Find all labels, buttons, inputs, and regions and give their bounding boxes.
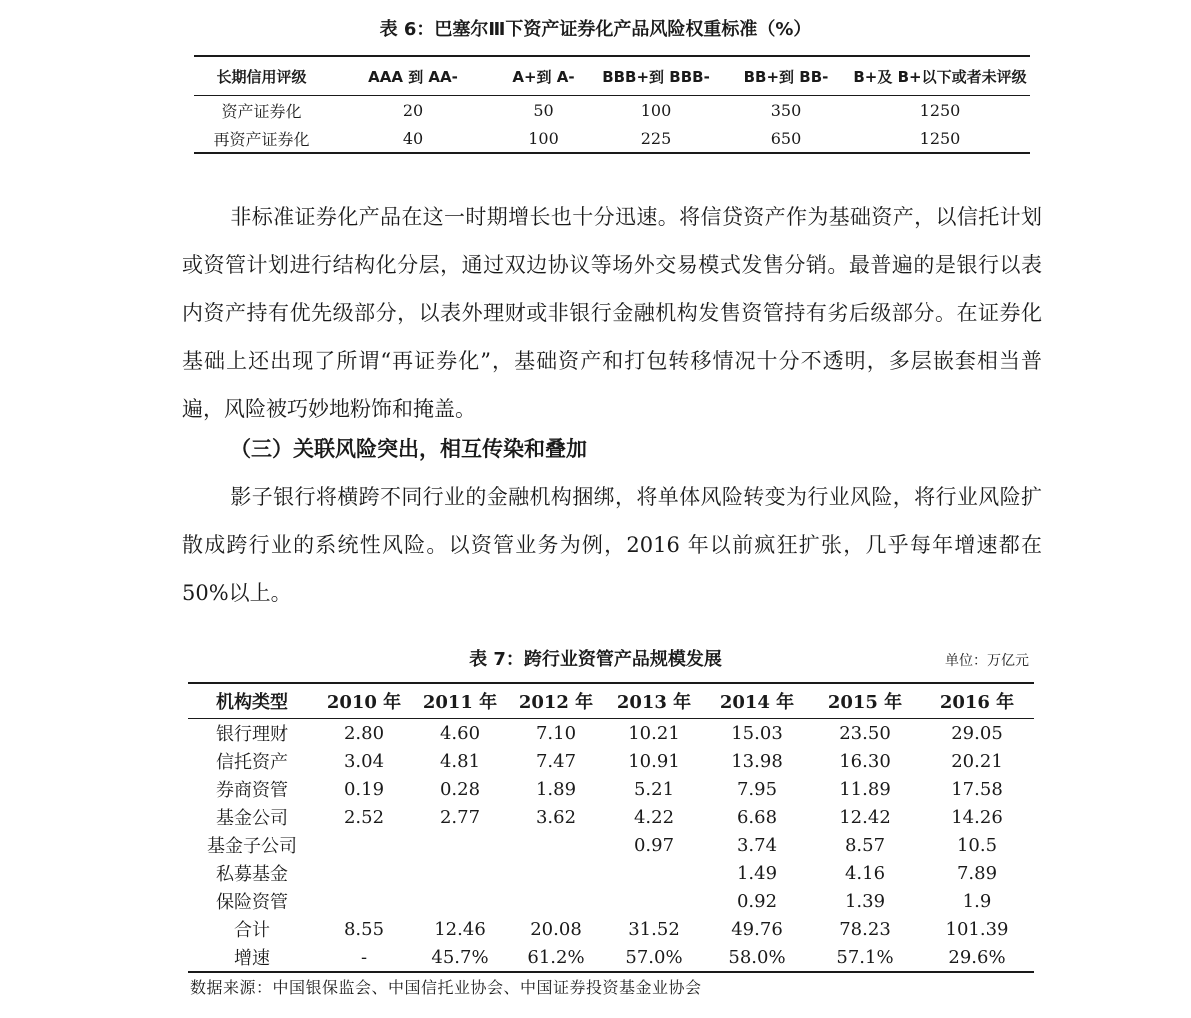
table6-header: A+到 A- (497, 56, 590, 96)
table6 (194, 55, 1030, 154)
paragraph-1: 非标准证券化产品在这一时期增长也十分迅速。将信贷资产作为基础资产，以信托计划或资管计划进行结构化分层，通过双边协议等场外交易模式发售分销。最普遍的是银行以表内资产持有优先级部分，以表外理财或非银行金融机构发售资管持有劣后级部分。在证券化基础上还出现了所谓“再证券化”，基础资产和打包转移情况十分不透明，多层嵌套相当普遍，风险被巧妙地粉饰和掩盖。 (182, 205, 1042, 421)
table-cell: 20.08 (530, 918, 582, 940)
table7 (188, 682, 1034, 973)
table-cell: 3.74 (736, 834, 778, 856)
table-cell: 5.21 (633, 778, 675, 800)
table-cell: 2.77 (439, 806, 481, 828)
table-cell: 资产证券化 (221, 101, 302, 121)
table-cell (412, 887, 508, 915)
table6-header: BBB+到 BBB- (590, 56, 722, 96)
table-row (188, 943, 1034, 972)
table-cell: 4.16 (844, 862, 886, 884)
table-cell: 20 (402, 100, 424, 120)
table-cell: 57.1% (810, 943, 920, 972)
table-cell: 1.9 (962, 890, 992, 912)
table-cell: 1250 (919, 100, 961, 120)
table7-body (188, 719, 1034, 973)
table7-unit: 单位：万亿元 (945, 653, 1029, 669)
table-cell: 0.19 (343, 778, 385, 800)
table-cell: 650 (722, 124, 850, 153)
row-label: 基金公司 (216, 808, 288, 829)
table-cell: 6.68 (736, 806, 778, 828)
table-cell: 8.57 (844, 834, 886, 856)
section-heading: （三）关联风险突出，相互传染和叠加 (230, 437, 587, 461)
table-cell: 100 (640, 100, 672, 120)
table-cell: 50 (533, 100, 554, 120)
table-cell: 1.89 (535, 778, 577, 800)
table7-header: 2010 年 (316, 683, 412, 719)
table6-header: BB+到 BB- (722, 56, 850, 96)
table-row (188, 803, 1034, 831)
table-cell: 1250 (850, 124, 1030, 153)
table7-header: 2015 年 (810, 683, 920, 719)
row-label: 私募基金 (216, 864, 288, 885)
table6-header: 长期信用评级 (194, 56, 329, 96)
table-cell: 7.95 (736, 778, 778, 800)
table7-header: 2016 年 (920, 683, 1034, 719)
table-cell: 100 (497, 124, 590, 153)
table6-header: B+及 B+以下或者未评级 (850, 56, 1030, 96)
row-label: 信托资产 (216, 752, 288, 773)
row-label: 保险资管 (216, 892, 288, 913)
table-row (188, 887, 1034, 915)
table-cell: 12.46 (434, 918, 486, 940)
table-cell: 78.23 (839, 918, 891, 940)
table-cell (604, 887, 704, 915)
table-cell: 4.60 (439, 722, 481, 744)
table-cell: 13.98 (731, 750, 783, 772)
table-cell: 17.58 (951, 778, 1003, 800)
table-cell: 225 (590, 124, 722, 153)
table7-title: 表 7：跨行业资管产品规模发展 (469, 649, 722, 670)
table-cell: 31.52 (628, 918, 680, 940)
table-cell (604, 859, 704, 887)
table-cell (508, 831, 604, 859)
table7-header: 2013 年 (604, 683, 704, 719)
table-cell: 61.2% (508, 943, 604, 972)
table-cell: 1.39 (844, 890, 886, 912)
table6-header: AAA 到 AA- (329, 56, 497, 96)
table-cell: 10.21 (628, 722, 680, 744)
table-cell (412, 859, 508, 887)
table-cell: 49.76 (731, 918, 783, 940)
table-row (188, 747, 1034, 775)
table-cell: 3.04 (343, 750, 385, 772)
table7-header: 机构类型 (188, 683, 316, 719)
table-cell: 4.22 (633, 806, 675, 828)
table-cell: 0.92 (736, 890, 778, 912)
table-cell: 40 (329, 124, 497, 153)
table-cell: 1.49 (736, 862, 778, 884)
table7-header: 2012 年 (508, 683, 604, 719)
table-cell: 2.80 (343, 722, 385, 744)
table-cell: 350 (770, 100, 802, 120)
table-row (194, 124, 1030, 153)
table-cell (508, 859, 604, 887)
table-row (188, 831, 1034, 859)
table-cell: 再资产证券化 (194, 124, 329, 153)
table-cell: 12.42 (839, 806, 891, 828)
row-label: 银行理财 (216, 724, 288, 745)
row-label: 增速 (188, 943, 316, 972)
table-row (188, 859, 1034, 887)
table-cell: 4.81 (439, 750, 481, 772)
table-cell: 0.28 (439, 778, 481, 800)
table-cell: 7.10 (535, 722, 577, 744)
table-cell (508, 887, 604, 915)
paragraph-2: 影子银行将横跨不同行业的金融机构捆绑，将单体风险转变为行业风险，将行业风险扩散成跨行业的系统性风险。以资管业务为例，2016 年以前疯狂扩张，几乎每年增速都在 50%以上。 (182, 485, 1042, 605)
row-label: 合计 (234, 920, 270, 941)
table-cell: 8.55 (343, 918, 385, 940)
table-cell: 0.97 (633, 834, 675, 856)
table-cell: - (316, 943, 412, 972)
table-cell: 16.30 (839, 750, 891, 772)
data-source-note: 数据来源：中国银保监会、中国信托业协会、中国证券投资基金业协会 (190, 978, 702, 997)
table-cell: 15.03 (731, 722, 783, 744)
table6-header-row (194, 56, 1030, 96)
table-cell (316, 831, 412, 859)
table-cell: 29.6% (920, 943, 1034, 972)
table-cell: 45.7% (412, 943, 508, 972)
table7-header: 2011 年 (412, 683, 508, 719)
table-cell: 20.21 (951, 750, 1003, 772)
table-row (188, 775, 1034, 803)
table-cell: 7.47 (535, 750, 577, 772)
table-row (188, 915, 1034, 943)
table-cell (316, 887, 412, 915)
table7-header-row (188, 683, 1034, 719)
table-cell: 23.50 (839, 722, 891, 744)
table-cell: 10.91 (628, 750, 680, 772)
table-cell (412, 831, 508, 859)
table6-title: 表 6：巴塞尔Ⅲ下资产证券化产品风险权重标准（%） (379, 19, 812, 40)
row-label: 基金子公司 (207, 836, 297, 857)
table-cell: 11.89 (839, 778, 891, 800)
table-cell: 58.0% (704, 943, 810, 972)
table-row (188, 719, 1034, 748)
table-cell: 29.05 (951, 722, 1003, 744)
table-row (194, 96, 1030, 125)
table-cell: 57.0% (604, 943, 704, 972)
table-cell: 14.26 (951, 806, 1003, 828)
table-cell: 10.5 (956, 834, 998, 856)
table-cell: 3.62 (535, 806, 577, 828)
table-cell: 101.39 (945, 918, 1009, 940)
table-cell: 7.89 (956, 862, 998, 884)
table-cell: 2.52 (343, 806, 385, 828)
table7-header: 2014 年 (704, 683, 810, 719)
row-label: 券商资管 (216, 780, 288, 801)
table-cell (316, 859, 412, 887)
